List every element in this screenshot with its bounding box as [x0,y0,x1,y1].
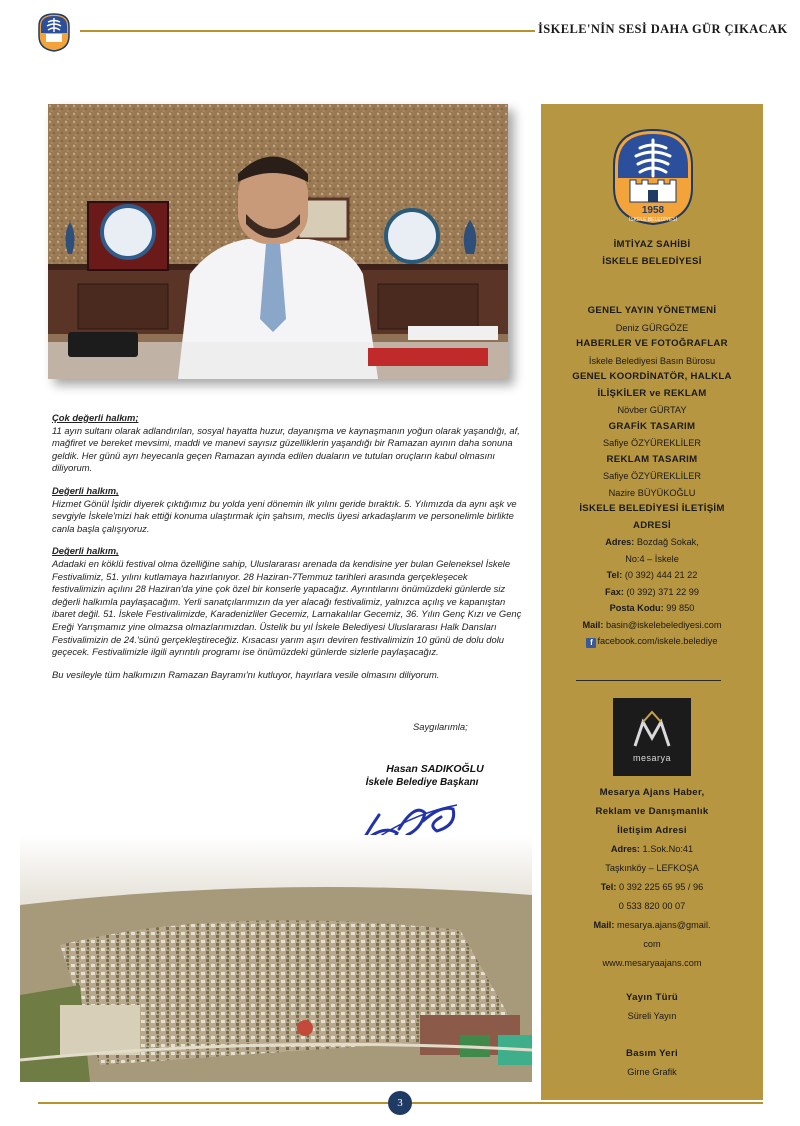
mesarya-logo-text: mesarya [632,753,671,763]
ad-design-value: Safiye ÖZYÜREKLİLER [602,471,702,481]
mayor-letter [52,412,522,691]
address-key: Adres: [605,537,635,547]
print-place-value: Girne Grafik [627,1067,677,1077]
editor-value: Deniz GÜRGÖZE [615,322,689,333]
print-place-label: Basım Yeri [626,1048,678,1059]
letter-salutation: Çok değerli halkım; [52,412,139,423]
letter-text: Bu vesileyle tüm halkımızın Ramazan Bayramı'nı kutluyor, hayırlara vesile olmasını diliyorum. [52,668,440,680]
graphic-design-value: Safiye ÖZYÜREKLİLER [602,438,702,448]
mail-line [541,617,763,634]
agency-name-2: Reklam ve Danışmanlık [595,806,709,817]
agency-address-value: 1.Sok.No:41 [642,844,694,854]
owner-section [541,237,763,270]
facebook-icon: f [586,638,596,648]
address-value: Bozdağ Sokak, [636,537,699,547]
logo-year: 1958 [641,205,665,216]
letter-text: Hizmet Gönül İşidir diyerek çıktığımız bu yolda yeni dönemin ilk yılını geride bıraktık. 5. Yılımızda da aynı aşk ve sevgiyle İskele'mizi hak ettiği konuma ulaştırmak için şahsım, meclis üyesi arkadaşlarım ve personelimle birlikte canla başla çalışıyoruz. [52,497,517,534]
editor-label: GENEL YAYIN YÖNETMENİ [587,305,717,316]
agency-website[interactable]: www.mesaryaajans.com [602,958,702,968]
mayor-office-photo [48,104,508,379]
agency-phone-2: 0 533 820 00 07 [618,901,686,911]
agency-address-line [541,840,763,859]
letter-paragraph [52,485,522,535]
ad-design-label: REKLAM TASARIM [606,453,698,465]
agency-section [541,783,763,973]
letter-paragraph [52,412,522,475]
phone-value: (0 392) 444 21 22 [624,570,698,580]
publication-type-value: Süreli Yayın [627,1011,677,1021]
address-line [541,534,763,551]
agency-phone-value: 0 392 225 65 95 / 96 [618,882,704,892]
phone-key: Tel: [606,570,623,580]
phone-line [541,567,763,584]
municipality-logo-small [36,12,72,52]
agency-address-line-2: Taşkınköy – LEFKOŞA [605,863,699,873]
header-rule [80,30,535,32]
mesarya-logo [613,698,691,776]
contact-label: İSKELE BELEDİYESİ İLETİŞİM [579,503,725,514]
publication-type-label: Yayın Türü [625,992,679,1003]
facebook-link[interactable] [541,633,763,650]
news-label: HABERLER VE FOTOĞRAFLAR [576,338,728,349]
masthead-sidebar [541,104,763,1100]
agency-mail-value[interactable]: mesarya.ajans@gmail. [616,920,711,930]
agency-phone-key: Tel: [600,882,617,892]
agency-mail-line [541,916,763,935]
letter-paragraph [52,545,522,658]
aerial-town-photo [20,835,532,1082]
logo-caption: İSKELE BELEDİYESİ [628,217,678,223]
fax-line [541,584,763,601]
agency-address-key: Adres: [610,844,640,854]
address-line-2: No:4 – İskele [625,553,679,564]
signer-name: Hasan SADIKOĞLU [386,763,484,775]
municipality-logo [610,126,696,226]
postal-line [541,600,763,617]
print-place-section [541,1045,763,1081]
letter-text: Adadaki en köklü festival olma özelliğine sahip, Uluslararası arenada da kendisine yer bulan Geleneksel İskele Festivalimiz, 51. yılını kutlamaya hazırlanıyor. 28 Haziran-7Temmuz tarihleri arasında gerçekleşecek festivalimizin açılını 28 Haziran'da yine çok özel bir konserle yapacağız. Ayrıntılarını önümüzdeki günlerde siz değerli halkımla paylaşacağım. Yerli sanatçılarımızın da yer alacağı festivalimiz, yalnızca açılış ve kapanıştan ibaret değil. 51. İskele Festivalimizde, Karadenizliler Gecemiz, Larnakalılar Gecemiz, 36. Yılın Genç Kızı ve Genç Ereği Yarışmamız yine olmazsa olmazlarımızdan. Üstelik bu yıl İskele Belediyesi Uluslararası Halk Dansları Festivalimizin de 24.'sünü gerçekleştireceğiz. Kısacası yarım aşırı deviren festivalimizin 10 günü de dolu dolu geçecek. Festivalimizle ilgili ayrıntılı programı ise önümüzdeki günlerde sizlerle paylaşacağız. [52,557,522,658]
page-header-title: İSKELE'NİN SESİ DAHA GÜR ÇIKACAK [538,22,788,36]
owner-value: İSKELE BELEDİYESİ [602,255,702,267]
fax-value: (0 392) 371 22 99 [626,586,699,597]
fax-key: Fax: [604,586,624,597]
news-value: İskele Belediyesi Basın Bürosu [588,355,716,366]
coordinator-label-2: İLİŞKİLER ve REKLAM [597,387,707,399]
agency-mail-key: Mail: [593,920,615,930]
coordinator-label: GENEL KOORDİNATÖR, HALKLA [572,371,732,382]
mesarya-m-icon [613,698,691,776]
letter-salutation: Değerli halkım, [52,545,119,557]
agency-phone-line [541,878,763,897]
agency-name-1: Mesarya Ajans Haber, [599,787,705,798]
postal-value: 99 850 [666,603,695,613]
mail-value[interactable]: basin@iskelebelediyesi.com [605,619,722,630]
staff-section [541,303,763,650]
facebook-text[interactable]: facebook.com/iskele.belediye [597,636,718,646]
ad-design-value-2: Nazire BÜYÜKOĞLU [608,487,696,498]
postal-key: Posta Kodu: [609,603,664,613]
letter-paragraph [52,669,522,682]
mail-key: Mail: [582,619,604,630]
agency-contact-label: İletişim Adresi [617,825,687,836]
letter-text: 11 ayın sultanı olarak adlandırılan, sosyal hayatta huzur, dayanışma ve kaynaşmanın yoğun olarak yaşandığı, af, mağfiret ve bereket mevsimi, maddi ve manevi sayısız güzelliklerin yaşandığı bir Ramazan ayının daha sonuna geldik. Her günü ayrı heyecanla geçen Ramazan ayında edilen duaların ve tutulan oruçların kabul olmasını diliyorum. [52,424,520,474]
sidebar-divider [576,680,721,681]
letter-closing: Saygılarımla; [413,721,468,732]
publication-type-section [541,989,763,1025]
contact-label-2: ADRESİ [632,519,672,531]
coordinator-value: Növber GÜRTAY [617,405,687,415]
page-number: 3 [388,1091,412,1115]
signer-title: İskele Belediye Başkanı [365,777,479,788]
owner-label: İMTİYAZ SAHİBİ [613,239,691,250]
graphic-design-label: GRAFİK TASARIM [608,420,696,432]
agency-mail-line-2: com [643,939,661,949]
letter-salutation: Değerli halkım, [52,484,119,496]
